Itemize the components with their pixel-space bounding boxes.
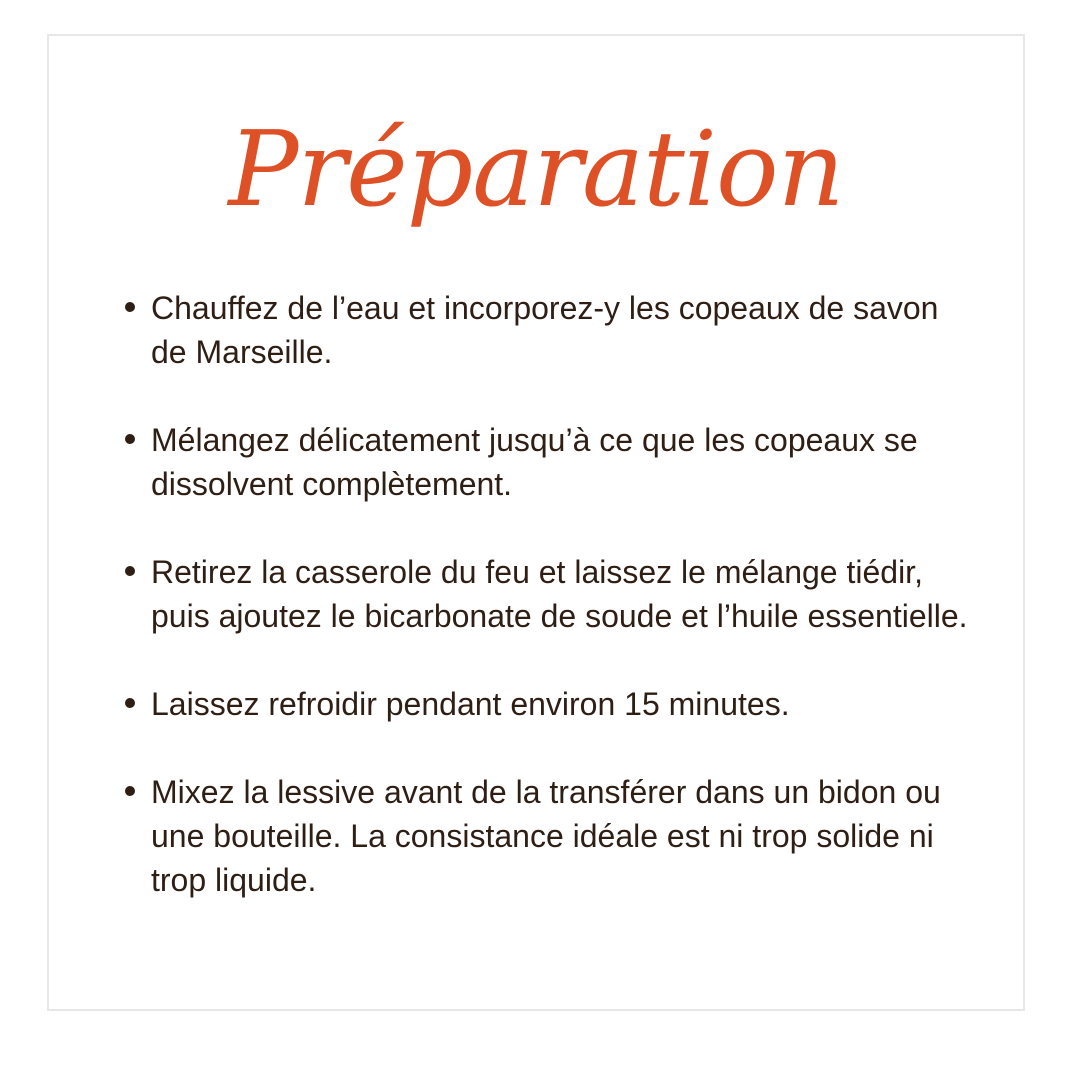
step-text: Chauffez de l’eau et incorporez-y les copeaux de savon de Marseille. <box>151 290 939 370</box>
list-item <box>151 550 981 638</box>
bullet-icon <box>125 566 135 576</box>
list-item <box>151 682 981 726</box>
bullet-icon <box>125 698 135 708</box>
step-text: Retirez la casserole du feu et laissez le mélange tiédir, puis ajoutez le bicarbonate de soude et l’huile essentielle. <box>151 554 968 634</box>
step-text: Mélangez délicatement jusqu’à ce que les copeaux se dissolvent complètement. <box>151 422 918 502</box>
list-item <box>151 418 981 506</box>
preparation-steps-list <box>151 286 981 946</box>
preparation-card <box>47 34 1025 1011</box>
page-title: Préparation <box>228 108 844 230</box>
list-item <box>151 286 981 374</box>
step-text: Laissez refroidir pendant environ 15 minutes. <box>151 686 790 722</box>
bullet-icon <box>125 302 135 312</box>
bullet-icon <box>125 434 135 444</box>
bullet-icon <box>125 786 135 796</box>
list-item <box>151 770 981 902</box>
step-text: Mixez la lessive avant de la transférer dans un bidon ou une bouteille. La consistance idéale est ni trop solide ni trop liquide. <box>151 774 941 898</box>
